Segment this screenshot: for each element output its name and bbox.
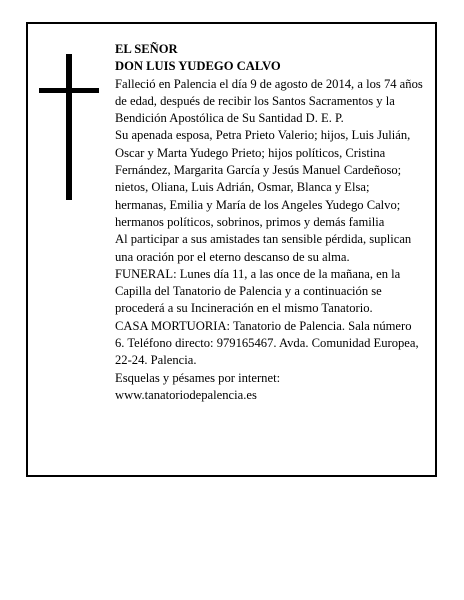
cross-icon xyxy=(39,54,99,200)
obituary-notice xyxy=(26,22,437,477)
notice-text xyxy=(115,41,423,404)
title-line-1: EL SEÑOR xyxy=(115,42,178,56)
mortuary-details: CASA MORTUORIA: Tanatorio de Palencia. Sala número 6. Teléfono directo: 979165467. Avda. Comunidad Europea, 22-24. Palencia. xyxy=(115,318,419,368)
funeral-details: FUNERAL: Lunes día 11, a las once de la mañana, en la Capilla del Tanatorio de Palencia y a continuación se procederá a su Incineración en el mismo Tanatorio. xyxy=(115,266,401,316)
condolences-web: Esquelas y pésames por internet: www.tanatoriodepalencia.es xyxy=(115,370,281,402)
cross-horizontal-bar xyxy=(39,88,99,93)
family-list: Su apenada esposa, Petra Prieto Valerio; hijos, Luis Julián, Oscar y Marta Yudego Prieto; hijos políticos, Cristina Fernández, Margarita García y Jesús Manuel Cardeñoso; nietos, Oliana, Luis Adrián, Osmar, Blanca y Elsa; hermanas, Emilia y María de los Angeles Yudego Calvo; hermanos políticos, sobrinos, primos y demás familia xyxy=(115,128,411,229)
death-announcement: Falleció en Palencia el día 9 de agosto de 2014, a los 74 años de edad, después de recibir los Santos Sacramentos y la Bendición Apostólica de Su Santidad D. E. P. xyxy=(115,76,423,126)
cross-vertical-bar xyxy=(66,54,72,200)
title-line-2: DON LUIS YUDEGO CALVO xyxy=(115,59,281,74)
prayer-request: Al participar a sus amistades tan sensible pérdida, suplican una oración por el eterno descanso de su alma. xyxy=(115,232,412,264)
